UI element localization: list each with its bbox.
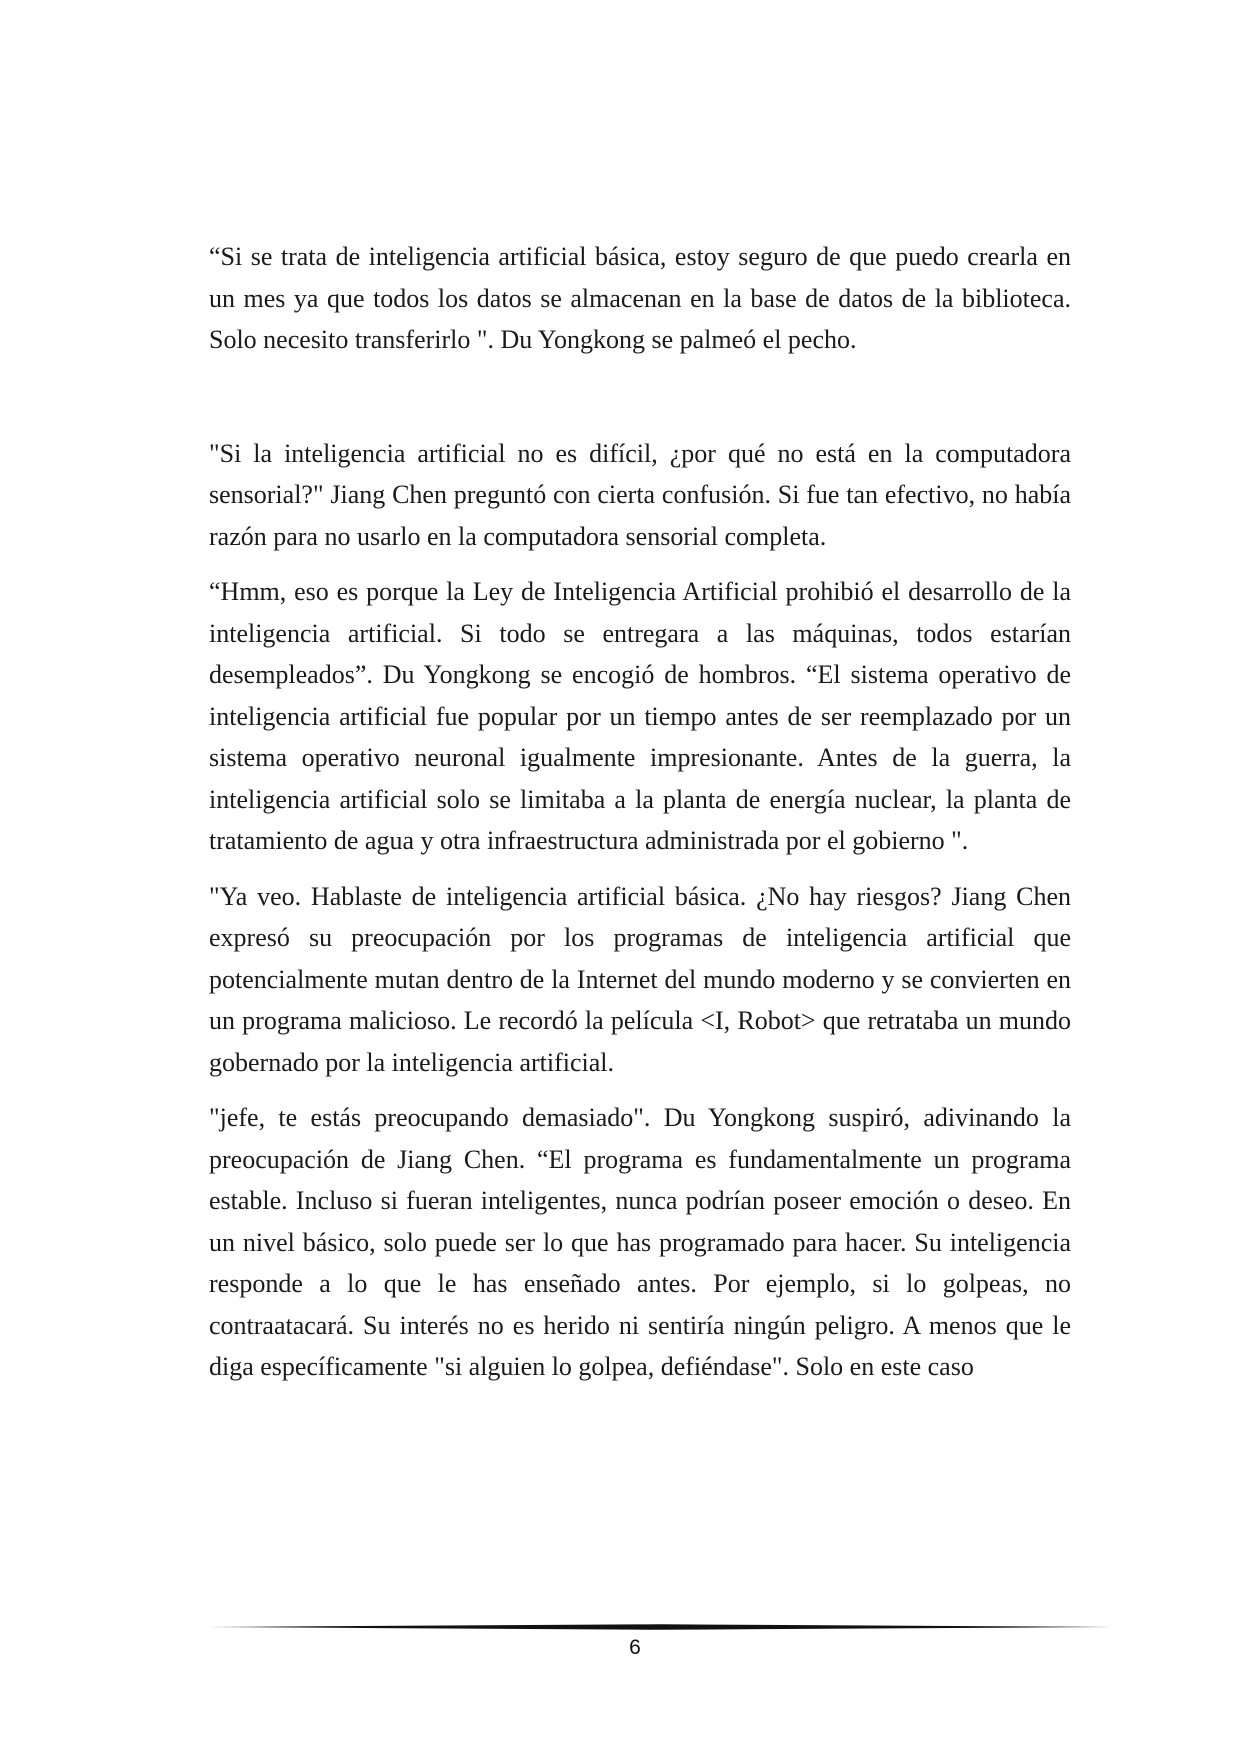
page-number: 6 [629,1636,641,1659]
paragraph-1: “Si se trata de inteligencia artificial básica, estoy seguro de que puedo crearla en un mes ya que todos los datos se almacenan en la base de datos de la biblioteca. Solo necesito transferirlo ". Du Yongkong se palmeó el pecho. [209,242,1071,354]
page-body [209,236,1071,1388]
paragraph-5: "jefe, te estás preocupando demasiado". Du Yongkong suspiró, adivinando la preocupación de Jiang Chen. “El programa es fundamentalmente un programa estable. Incluso si fueran inteligentes, nunca podrían poseer emoción o deseo. En un nivel básico, solo puede ser lo que has programado para hacer. Su inteligencia responde a lo que le has enseñado antes. Por ejemplo, si lo golpeas, no contraatacará. Su interés no es herido ni sentiría ningún peligro. A menos que le diga específicamente "si alguien lo golpea, defiéndase". Solo en este caso [209,1103,1071,1381]
footer-divider [209,1622,1112,1632]
paragraph-4: "Ya veo. Hablaste de inteligencia artificial básica. ¿No hay riesgos? Jiang Chen expresó su preocupación por los programas de inteligencia artificial que potencialmente mutan dentro de la Internet del mundo moderno y se convierten en un programa malicioso. Le recordó la película <I, Robot> que retrataba un mundo gobernado por la inteligencia artificial. [209,881,1071,1077]
paragraph-2: "Si la inteligencia artificial no es difícil, ¿por qué no está en la computadora sensorial?" Jiang Chen preguntó con cierta confusión. Si fue tan efectivo, no había razón para no usarlo en la computadora sensorial completa. [209,438,1071,551]
paragraph-3: “Hmm, eso es porque la Ley de Inteligencia Artificial prohibió el desarrollo de la inteligencia artificial. Si todo se entregara a las máquinas, todos estarían desempleados”. Du Yongkong se encogió de hombros. “El sistema operativo de inteligencia artificial fue popular por un tiempo antes de ser reemplazado por un sistema operativo neuronal igualmente impresionante. Antes de la guerra, la inteligencia artificial solo se limitaba a la planta de energía nuclear, la planta de tratamiento de agua y otra infraestructura administrada por el gobierno ". [209,577,1071,855]
